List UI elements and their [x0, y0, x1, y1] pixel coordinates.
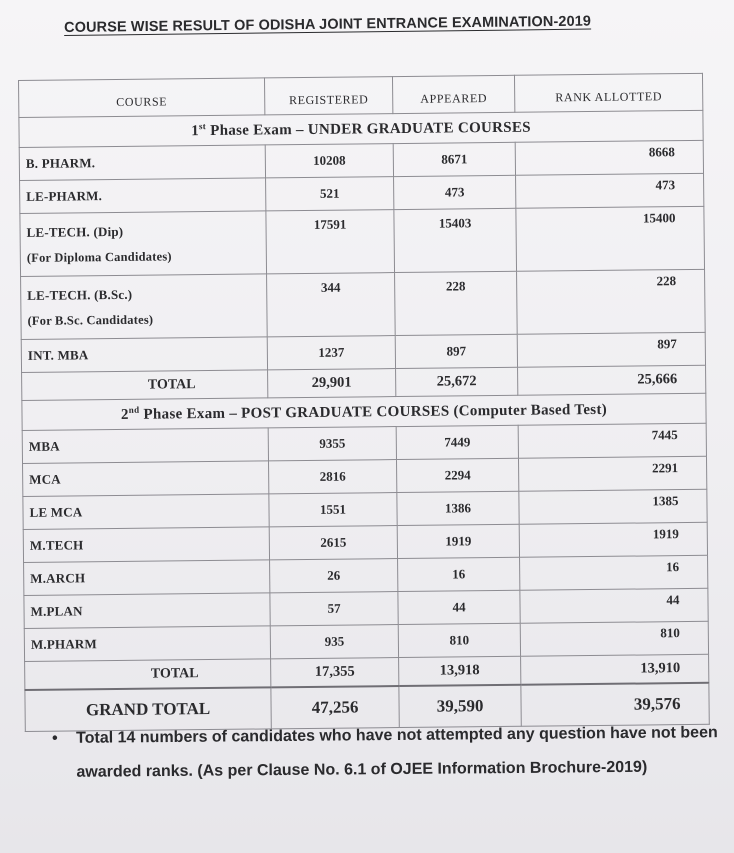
course-cell: MCA	[23, 461, 269, 497]
total-allotted: 13,910	[521, 654, 709, 684]
course-cell: M.PLAN	[24, 593, 270, 629]
total-allotted: 25,666	[518, 365, 706, 395]
appeared-cell: 16	[398, 557, 520, 591]
appeared-cell: 2294	[396, 458, 518, 492]
header-registered: REGISTERED	[264, 77, 392, 115]
course-cell	[20, 211, 267, 277]
course-cell: M.TECH	[23, 527, 269, 563]
course-cell: M.ARCH	[24, 560, 270, 596]
phase2-ordinal-suffix: nd	[128, 404, 140, 415]
allotted-cell: 473	[516, 173, 704, 208]
course-cell: LE-PHARM.	[20, 178, 266, 214]
total-label: TOTAL	[22, 370, 268, 401]
course-cell: INT. MBA	[21, 337, 267, 373]
course-cell: LE MCA	[23, 494, 269, 530]
registered-cell: 344	[267, 273, 396, 337]
course-cell: M.PHARM	[24, 626, 270, 662]
footnote-text: Total 14 numbers of candidates who have not attempted any question have not been awarded ranks. (As per Clause No. 6.1 of OJEE Information Brochure-2019)	[76, 724, 718, 781]
course-cell: MBA	[22, 428, 268, 464]
table-row	[21, 269, 706, 339]
appeared-cell: 810	[398, 623, 520, 657]
phase1-heading-text: Phase Exam – UNDER GRADUATE COURSES	[210, 119, 531, 139]
course-note: (For B.Sc. Candidates)	[27, 312, 154, 328]
course-name: LE-TECH. (Dip)	[26, 223, 124, 240]
result-table	[18, 73, 710, 732]
header-appeared: APPEARED	[392, 75, 514, 113]
appeared-cell: 228	[395, 271, 518, 335]
appeared-cell: 7449	[396, 425, 518, 459]
registered-cell: 57	[270, 592, 398, 626]
total-appeared: 13,918	[399, 656, 521, 686]
registered-cell: 2816	[269, 460, 397, 494]
registered-cell: 17591	[266, 210, 395, 274]
appeared-cell: 473	[394, 175, 516, 209]
allotted-cell: 1919	[519, 522, 707, 557]
phase1-ordinal-suffix: st	[198, 121, 207, 132]
registered-cell: 521	[266, 177, 394, 211]
course-note: (For Diploma Candidates)	[26, 248, 172, 265]
total-registered: 17,355	[271, 658, 399, 688]
allotted-cell: 1385	[519, 489, 707, 524]
total-appeared: 25,672	[396, 367, 518, 396]
appeared-cell: 15403	[394, 208, 517, 272]
document-title: COURSE WISE RESULT OF ODISHA JOINT ENTRANCE EXAMINATION-2019	[64, 13, 592, 36]
result-table-wrapper	[18, 73, 709, 732]
table-row	[20, 206, 705, 276]
allotted-cell: 44	[520, 588, 708, 623]
grand-total-appeared: 39,590	[399, 685, 521, 728]
registered-cell: 1237	[267, 336, 395, 370]
header-rank-allotted: RANK ALLOTTED	[514, 73, 702, 112]
allotted-cell: 16	[520, 555, 708, 590]
grand-total-label: GRAND TOTAL	[25, 687, 271, 731]
course-name: LE-TECH. (B.Sc.)	[27, 286, 133, 303]
appeared-cell: 1386	[397, 491, 519, 525]
total-label: TOTAL	[25, 659, 271, 690]
allotted-cell: 8668	[515, 140, 703, 175]
allotted-cell: 897	[517, 332, 705, 367]
phase2-heading-text: Phase Exam – POST GRADUATE COURSES (Computer Based Test)	[143, 401, 608, 423]
bullet-mark: •	[52, 729, 58, 747]
total-registered: 29,901	[268, 369, 396, 398]
course-cell: B. PHARM.	[19, 145, 265, 181]
phase2-ordinal: 2	[120, 406, 129, 423]
phase1-ordinal: 1	[191, 123, 200, 140]
grand-total-registered: 47,256	[271, 686, 399, 729]
appeared-cell: 897	[395, 334, 517, 368]
appeared-cell: 1919	[397, 524, 519, 558]
registered-cell: 9355	[268, 427, 396, 461]
allotted-cell: 15400	[516, 206, 705, 271]
registered-cell: 2615	[269, 526, 397, 560]
registered-cell: 10208	[265, 144, 393, 178]
registered-cell: 1551	[269, 493, 397, 527]
allotted-cell: 7445	[518, 423, 706, 458]
grand-total-allotted: 39,576	[521, 683, 709, 726]
registered-cell: 26	[270, 559, 398, 593]
footnote	[52, 716, 723, 790]
allotted-cell: 2291	[518, 456, 706, 491]
course-cell	[21, 274, 268, 340]
registered-cell: 935	[270, 625, 398, 659]
appeared-cell: 44	[398, 590, 520, 624]
allotted-cell: 810	[520, 621, 708, 656]
allotted-cell: 228	[517, 269, 706, 334]
header-course: COURSE	[19, 78, 265, 118]
appeared-cell: 8671	[393, 142, 515, 176]
